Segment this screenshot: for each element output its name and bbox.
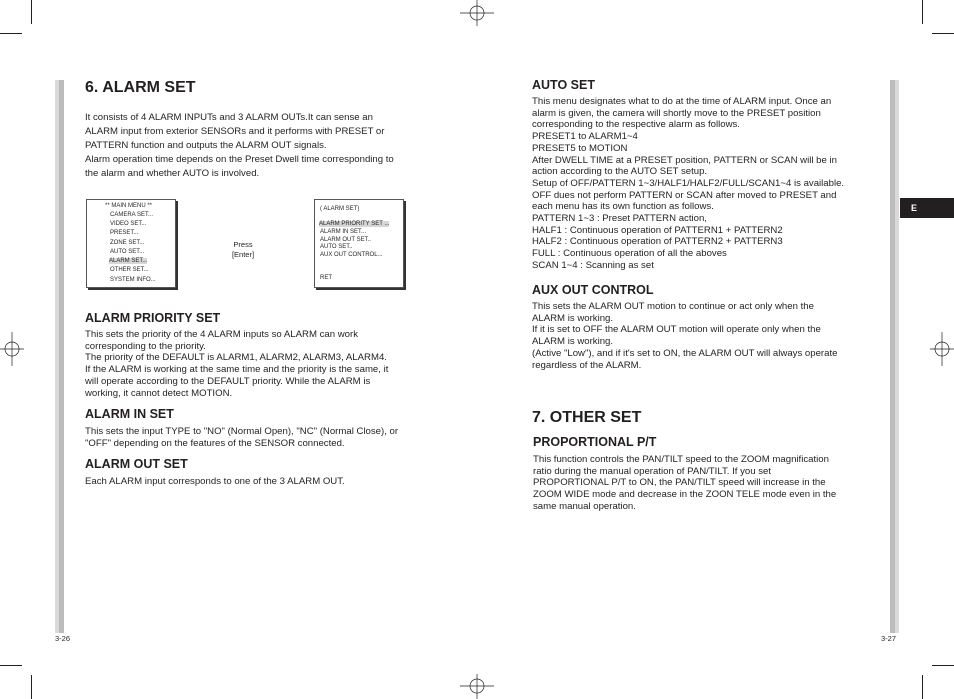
menu-item: CAMERA SET... bbox=[110, 212, 154, 218]
heading-proportional-pt: PROPORTIONAL P/T bbox=[533, 435, 657, 449]
main-menu-screen bbox=[86, 199, 176, 288]
menu-item: VIDEO SET... bbox=[110, 221, 147, 227]
registration-mark-icon bbox=[0, 332, 24, 366]
heading-alarm-out-set: ALARM OUT SET bbox=[85, 457, 188, 471]
menu-item: AUX OUT CONTROL... bbox=[320, 252, 383, 258]
page-number-left: 3-26 bbox=[55, 634, 71, 643]
crop-mark bbox=[932, 33, 954, 34]
registration-mark-icon bbox=[460, 0, 494, 26]
menu-item: AUTO SET.. bbox=[320, 244, 353, 250]
crop-mark bbox=[932, 665, 954, 666]
crop-mark bbox=[0, 665, 22, 666]
crop-mark bbox=[922, 0, 923, 24]
menu-title: ( ALARM SET) bbox=[320, 206, 360, 212]
auto-set-text: This menu designates what to do at the time of ALARM input. Once an alarm is given, the camera will shortly move to the PRESET position corresponding to the respective alarm as follows. PRESET1 to ALARM1~4 PRESET5 to MOTION After DWELL TIME at a PRESET position, PATTERN or SCAN will be in action according to the AUTO SET setup. Setup of OFF/PATTERN 1~3/HALF1/HALF2/FULL/SCAN1~4 is available. OFF dues not perform PATTERN or SCAN after moved to PRESET and each menu has its own function as follows. PATTERN 1~3 : Preset PATTERN action, HALF1 : Continuous operation of PATTERN1 + PATTERN2 HALF2 : Continuous operation of PATTERN2 + PATTERN3 FULL : Continuous operation of all the aboves SCAN 1~4 : Scanning as set bbox=[532, 96, 845, 271]
menu-item-selected: ALARM SET... bbox=[109, 258, 148, 264]
section-title-other-set: 7. OTHER SET bbox=[532, 409, 642, 426]
heading-auto-set: AUTO SET bbox=[532, 78, 595, 92]
registration-mark-icon bbox=[930, 332, 954, 366]
left-margin-bar bbox=[55, 80, 64, 633]
crop-mark bbox=[922, 675, 923, 699]
page-number-right: 3-27 bbox=[881, 634, 897, 643]
alarm-priority-text: This sets the priority of the 4 ALARM inputs so ALARM can work corresponding to the priority. The priority of the DEFAULT is ALARM1, ALARM2, ALARM3, ALARM4. If the ALARM is working at the same time and the priority is the same, it will operate according to the DEFAULT priority. While the ALARM is working, it cannot detect MOTION. bbox=[85, 329, 389, 399]
menu-item-ret: RET bbox=[320, 275, 332, 281]
menu-item: ALARM IN SET... bbox=[320, 229, 367, 235]
alarm-in-text: This sets the input TYPE to "NO" (Normal Open), "NC" (Normal Close), or "OFF" depending on the features of the SENSOR connected. bbox=[85, 426, 399, 449]
section-title-alarm-set: 6. ALARM SET bbox=[85, 79, 196, 96]
crop-mark bbox=[0, 33, 22, 34]
registration-mark-icon bbox=[460, 674, 494, 699]
heading-aux-out-control: AUX OUT CONTROL bbox=[532, 283, 654, 297]
menu-item: OTHER SET... bbox=[110, 267, 149, 273]
menu-item: AUTO SET... bbox=[110, 249, 145, 255]
menu-title: ** MAIN MENU ** bbox=[105, 203, 153, 209]
right-margin-bar bbox=[890, 80, 899, 633]
language-tab: E bbox=[900, 198, 954, 218]
menu-item: SYSTEM INFO... bbox=[110, 277, 156, 283]
aux-out-text: This sets the ALARM OUT motion to continue or act only when the ALARM is working. If it is set to OFF the ALARM OUT motion will operate only when the ALARM is working. (Active "Low"), and if it's set to ON, the ALARM OUT will always operate regardless of the ALARM. bbox=[532, 301, 838, 371]
intro-paragraph: It consists of 4 ALARM INPUTs and 3 ALARM OUTs.It can sense an ALARM input from exterior SENSORs and it performs with PRESET or PATTERN function and outputs the ALARM OUT signals. Alarm operation time depends on the Preset Dwell time corresponding to the alarm and whether AUTO is involved. bbox=[85, 112, 394, 179]
proportional-pt-text: This function controls the PAN/TILT speed to the ZOOM magnification ratio during the manual operation of PAN/TILT. If you set PROPORTIONAL P/T to ON, the PAN/TILT speed will increase in the ZOOM WIDE mode and decrease in the ZOON TELE mode even in the same manual operation. bbox=[533, 454, 837, 512]
menu-item-selected: ALARM PRIORITY SET ... bbox=[319, 221, 390, 227]
alarm-out-text: Each ALARM input corresponds to one of the 3 ALARM OUT. bbox=[85, 476, 345, 487]
crop-mark bbox=[31, 0, 32, 24]
alarm-set-screen bbox=[314, 199, 404, 288]
menu-item: ZONE SET... bbox=[110, 240, 145, 246]
crop-mark bbox=[31, 675, 32, 699]
menu-item: PRESET... bbox=[110, 230, 139, 236]
press-enter-label: Press [Enter] bbox=[231, 240, 255, 259]
heading-alarm-in-set: ALARM IN SET bbox=[85, 407, 174, 421]
menu-item: ALARM OUT SET.. bbox=[320, 237, 371, 243]
heading-alarm-priority-set: ALARM PRIORITY SET bbox=[85, 311, 221, 325]
